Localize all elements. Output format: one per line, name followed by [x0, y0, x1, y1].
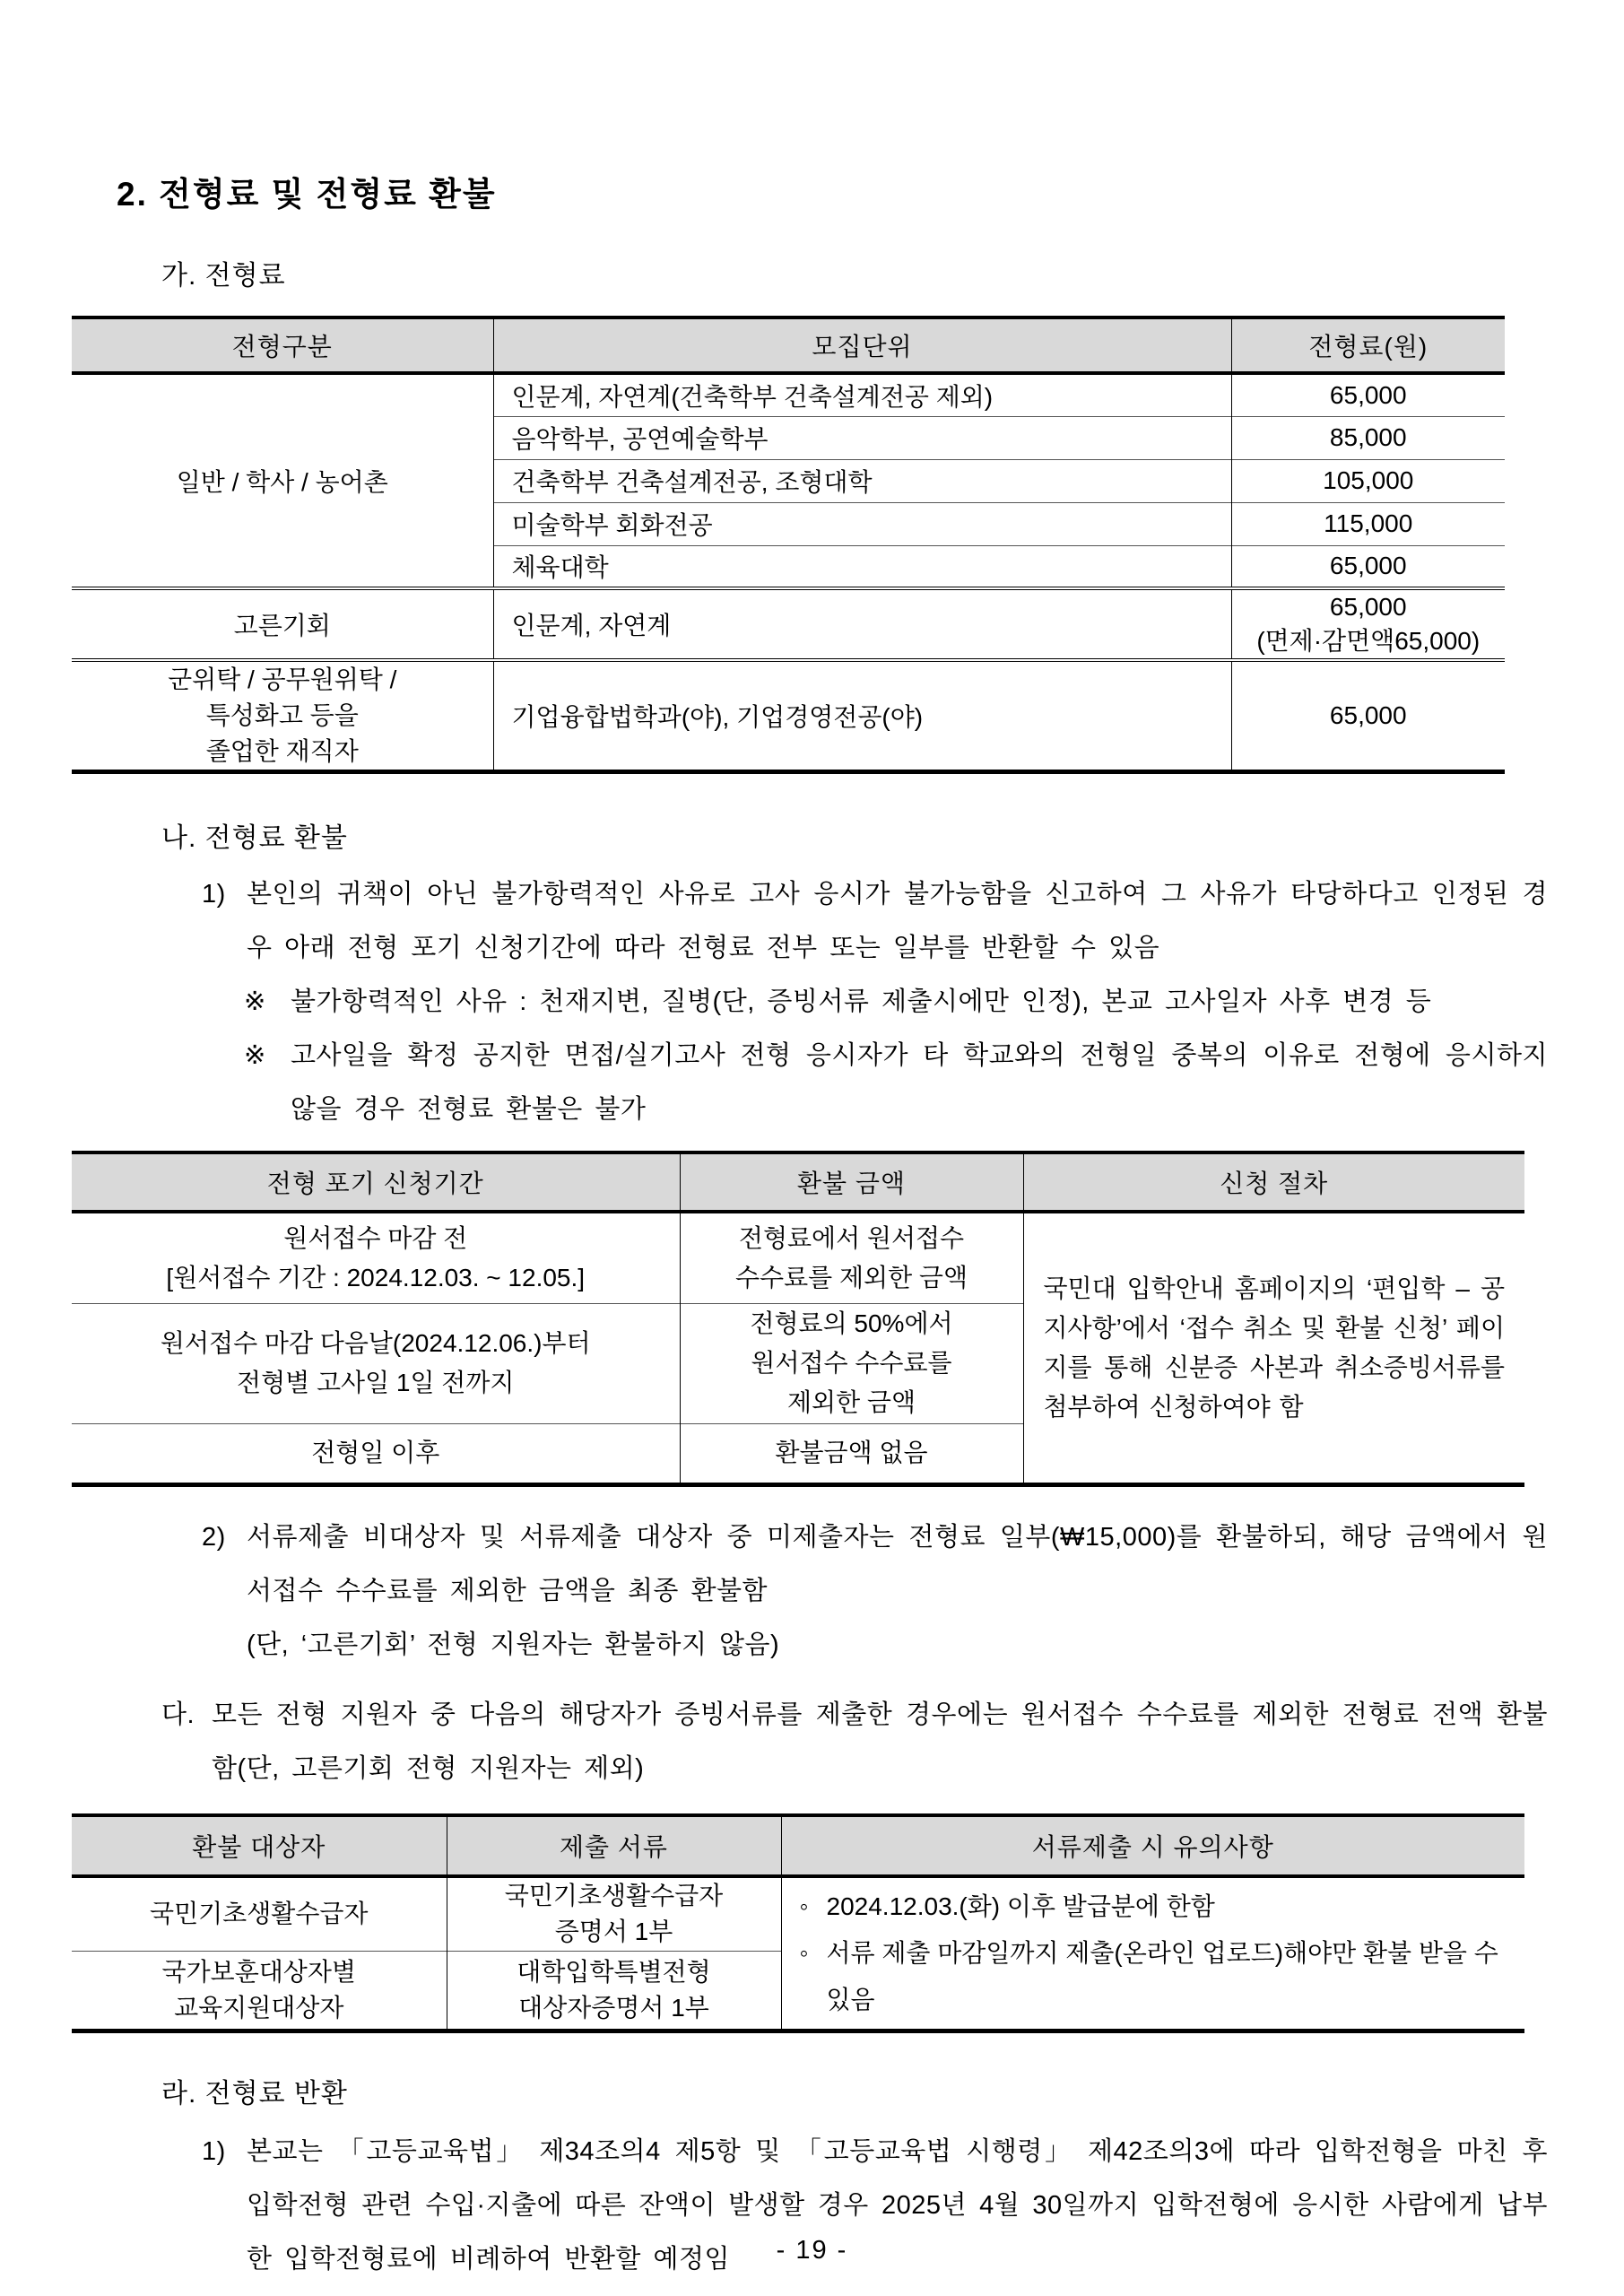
cell-amount — [680, 1303, 1023, 1423]
cell-unit: 기업융합법학과(야), 기업경영전공(야) — [493, 660, 1231, 772]
section-text: 모든 전형 지원자 중 다음의 해당자가 증빙서류를 제출한 경우에는 원서접수 수수료를 제외한 전형료 전액 환불함(단, 고른기회 전형 지원자는 제외) — [212, 1700, 1548, 1783]
circle-bullet: ◦ — [799, 1938, 809, 1967]
section-marker: 다. — [161, 1700, 195, 1729]
column-header-amount: 환불 금액 — [680, 1152, 1023, 1212]
document-line: 대상자증명서 1부 — [518, 1993, 709, 2022]
amount-line: 전형료에서 원서접수 — [738, 1223, 965, 1252]
list-text — [247, 1510, 1548, 1672]
cell-fee: 65,000 — [1231, 545, 1505, 588]
table-row — [72, 373, 1505, 416]
column-header-unit: 모집단위 — [493, 317, 1231, 373]
fee-line: 65,000 — [1329, 593, 1407, 621]
reference-mark: ※ — [244, 1041, 266, 1070]
cell-general-label: 일반 / 학사 / 농어촌 — [176, 468, 388, 496]
table-header-row — [72, 1815, 1524, 1876]
amount-line: 전형료의 50%에서 — [750, 1309, 953, 1337]
document-line: 증명서 1부 — [554, 1918, 673, 1946]
cell-unit: 건축학부 건축설계전공, 조형대학 — [493, 459, 1231, 502]
section-heading-fee: 가. 전형료 — [161, 261, 286, 291]
cell-target — [72, 1952, 447, 2031]
list-text: 본인의 귀책이 아닌 불가항력적인 사유로 고사 응시가 불가능함을 신고하여 그 사유가 타당하다고 인정된 경우 아래 전형 포기 신청기간에 따라 전형료 전부 또는 일부를 반환할 수 있음 — [247, 880, 1548, 962]
target-line: 국가보훈대상자별 — [161, 1957, 356, 1986]
cell-unit: 미술학부 회화전공 — [493, 502, 1231, 545]
cell-period: 전형일 이후 — [72, 1423, 680, 1484]
cell-procedure: 국민대 입학안내 홈페이지의 ‘편입학 – 공지사항’에서 ‘접수 취소 및 환불 신청’ 페이지를 통해 신분증 사본과 취소증빙서류를 첨부하여 신청하여야 함 — [1023, 1212, 1524, 1484]
document-line: 국민기초생활수급자 — [504, 1882, 724, 1910]
page-title: 2. 전형료 및 전형료 환불 — [117, 176, 497, 213]
table-row — [72, 1212, 1524, 1303]
period-line: 원서접수 마감 전 — [283, 1223, 468, 1252]
note-text: 고사일을 확정 공지한 면접/실기고사 전형 응시자가 타 학교와의 전형일 중복의 이유로 전형에 응시하지 않을 경우 전형료 환불은 불가 — [291, 1041, 1548, 1124]
table-header-row — [72, 1152, 1524, 1212]
amount-line: 수수료를 제외한 금액 — [735, 1263, 968, 1292]
refund-item-1 — [202, 867, 1548, 975]
refund-note-1 — [244, 975, 1548, 1029]
circle-bullet: ◦ — [799, 1892, 809, 1920]
cell-fee: 105,000 — [1231, 459, 1505, 502]
period-line: 전형별 고사일 1일 전까지 — [237, 1369, 515, 1396]
refund-table-header — [72, 1152, 1524, 1212]
column-header-target: 환불 대상자 — [72, 1815, 447, 1876]
fee-table-header — [72, 317, 1505, 373]
cell-fee — [1231, 588, 1505, 660]
column-header-fee: 전형료(원) — [1231, 317, 1505, 373]
refund-item-2 — [202, 1510, 1548, 1672]
fee-exemption-line: (면제·감면액65,000) — [1256, 627, 1481, 655]
label-line: 군위탁 / 공무원위탁 / — [168, 665, 397, 693]
item-note: (단, ‘고른기회’ 전형 지원자는 환불하지 않음) — [247, 1630, 780, 1659]
cell-period — [72, 1212, 680, 1303]
table-row — [72, 1876, 1524, 1952]
label-line: 특성화고 등을 — [205, 701, 359, 729]
list-number: 2) — [202, 1522, 226, 1552]
note-item — [800, 1883, 1507, 1930]
cell-unit: 인문계, 자연계 — [493, 588, 1231, 660]
cell-fee: 85,000 — [1231, 416, 1505, 459]
cell-fee: 65,000 — [1231, 373, 1505, 416]
amount-line: 제외한 금액 — [786, 1388, 916, 1416]
column-header-procedure: 신청 절차 — [1023, 1152, 1524, 1212]
label-line: 졸업한 재직자 — [205, 737, 359, 765]
note-item — [800, 1930, 1507, 2023]
refund-table — [72, 1151, 1524, 1487]
cell-unit: 체육대학 — [493, 545, 1231, 588]
docs-table — [72, 1813, 1524, 2033]
cell-equal-label: 고른기회 — [72, 588, 493, 660]
column-header-document: 제출 서류 — [447, 1815, 781, 1876]
table-row — [72, 588, 1505, 660]
cell-notes — [781, 1876, 1524, 2031]
item-text: 서류제출 비대상자 및 서류제출 대상자 중 미제출자는 전형료 일부(₩15,000)를 환불하되, 해당 금액에서 원서접수 수수료를 제외한 금액을 최종 환불함 — [247, 1522, 1548, 1605]
target-line: 교육지원대상자 — [174, 1993, 344, 2022]
refund-note-2 — [244, 1029, 1548, 1136]
amount-line: 원서접수 수수료를 — [751, 1349, 952, 1377]
docs-section — [161, 1688, 1548, 1796]
column-header-category: 전형구분 — [72, 317, 493, 373]
list-number: 1) — [202, 2136, 226, 2166]
column-header-notes: 서류제출 시 유의사항 — [781, 1815, 1524, 1876]
fee-table — [72, 316, 1505, 774]
cell-document — [447, 1876, 781, 1952]
cell-period — [72, 1303, 680, 1423]
section-heading-refund: 나. 전형료 환불 — [161, 823, 348, 853]
cell-target: 국민기초생활수급자 — [150, 1900, 369, 1928]
cell-amount: 환불금액 없음 — [680, 1423, 1023, 1484]
reference-mark: ※ — [244, 987, 266, 1016]
docs-table-header — [72, 1815, 1524, 1876]
column-header-period: 전형 포기 신청기간 — [72, 1152, 680, 1212]
cell-worker-label — [72, 660, 493, 772]
period-line: 원서접수 마감 다음날(2024.12.06.)부터 — [160, 1329, 591, 1357]
period-line: [원서접수 기간 : 2024.12.03. ~ 12.05.] — [166, 1263, 586, 1292]
cell-fee: 65,000 — [1231, 660, 1505, 772]
table-row — [72, 660, 1505, 772]
document-line: 대학입학특별전형 — [517, 1957, 711, 1986]
section-heading-return: 라. 전형료 반환 — [161, 2078, 348, 2109]
cell-unit: 인문계, 자연계(건축학부 건축설계전공 제외) — [493, 373, 1231, 416]
note-text: 서류 제출 마감일까지 제출(온라인 업로드)해야만 환불 받을 수 있음 — [826, 1938, 1498, 2013]
cell-amount — [680, 1212, 1023, 1303]
note-text: 2024.12.03.(화) 이후 발급분에 한함 — [826, 1892, 1215, 1920]
note-text: 불가항력적인 사유 : 천재지변, 질병(단, 증빙서류 제출시에만 인정), 본교 고사일자 사후 변경 등 — [291, 987, 1432, 1016]
cell-unit: 음악학부, 공연예술학부 — [493, 416, 1231, 459]
list-number: 1) — [202, 880, 226, 909]
page-number: - 19 - — [776, 2236, 848, 2265]
cell-fee: 115,000 — [1231, 502, 1505, 545]
cell-document — [447, 1952, 781, 2031]
table-header-row — [72, 317, 1505, 373]
list-text: 본교는 「고등교육법」 제34조의4 제5항 및 「고등교육법 시행령」 제42조의3에 따라 입학전형을 마친 후 입학전형 관련 수입·지출에 따른 잔액이 발생할 경우 2025년 4월 30일까지 입학전형에 응시한 사람에게 납부한 입학전형료에 비례하여 반환할 예정임 — [247, 2136, 1548, 2274]
